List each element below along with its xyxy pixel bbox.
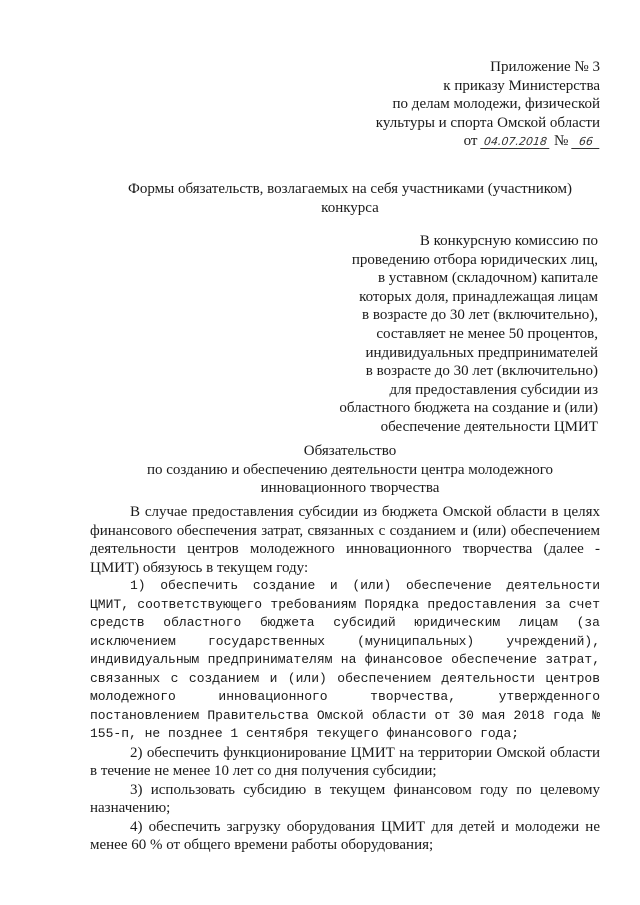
handwritten-date: 04.07.2018 [480,135,550,149]
commission-line: проведению отбора юридических лиц, [351,251,598,268]
forms-title-line2: конкурса [321,200,379,216]
appendix-order-ref: к приказу Министерства [443,77,600,94]
obligation-title: Обязательство [303,443,397,459]
appendix-ministry-line2: культуры и спорта Омской области [375,114,600,131]
obligation-heading [100,442,600,498]
commission-line: в возрасте до 30 лет (включительно), [362,307,598,324]
item-1-paragraph: 1) обеспечить создание и (или) обеспечение деятельности ЦМИТ, соответствующего требованиям Порядка предоставления за счет средств областного бюджета субсидий юридическим лицам (за исключением государственных (муниципальных) учреждений), индивидуальным предпринимателям на финансовое обеспечение затрат, связанных с созданием и (или) обеспечением деятельности центров молодежного инновационного творчества, утвержденного постановлением Правительства Омской области от 30 мая 2018 года № 155-п, не позднее 1 сентября текущего финансового года; [90,578,600,741]
intro-paragraph: В случае предоставления субсидии из бюджета Омской области в целях финансового обеспечения затрат, связанных с созданием и (или) обеспечением деятельности центров молодежного инновационного творчества (далее - ЦМИТ) обязуюсь в текущем году: [90,504,600,576]
handwritten-number: 66 [571,135,600,149]
item-4-paragraph: 4) обеспечить загрузку оборудования ЦМИТ для детей и молодежи не менее 60 % от общего времени работы оборудования; [90,818,600,853]
obligation-body [90,503,600,855]
commission-line: которых доля, принадлежащая лицам [359,288,598,305]
commission-line: областного бюджета на создание и (или) [339,400,598,417]
number-sign: № [553,133,569,149]
appendix-header [376,58,600,151]
item-2-paragraph: 2) обеспечить функционирование ЦМИТ на территории Омской области в течение не менее 10 лет со дня получения субсидии; [90,744,600,779]
forms-title [100,180,600,218]
obligation-subtitle-line2: инновационного творчества [260,480,440,496]
commission-addressee [339,232,598,437]
commission-line: составляет не менее 50 процентов, [376,325,598,342]
date-prefix: от [463,133,478,149]
appendix-date-line [376,132,600,151]
commission-line: индивидуальных предпринимателей [365,344,598,361]
obligation-subtitle-line1: по созданию и обеспечению деятельности центра молодежного [146,461,554,478]
commission-line: В конкурсную комиссию по [419,233,598,249]
appendix-number: Приложение № 3 [490,59,600,75]
commission-line: в уставном (складочном) капитале [377,270,598,287]
item-3-paragraph: 3) использовать субсидию в текущем финансовом году по целевому назначению; [90,781,600,816]
commission-line: для предоставления субсидии из [389,381,598,398]
appendix-ministry-line1: по делам молодежи, физической [392,96,600,112]
forms-title-line1: Формы обязательств, возлагаемых на себя участниками (участником) [128,181,572,197]
commission-line: обеспечение деятельности ЦМИТ [380,418,598,435]
commission-line: в возрасте до 30 лет (включительно) [365,363,598,380]
